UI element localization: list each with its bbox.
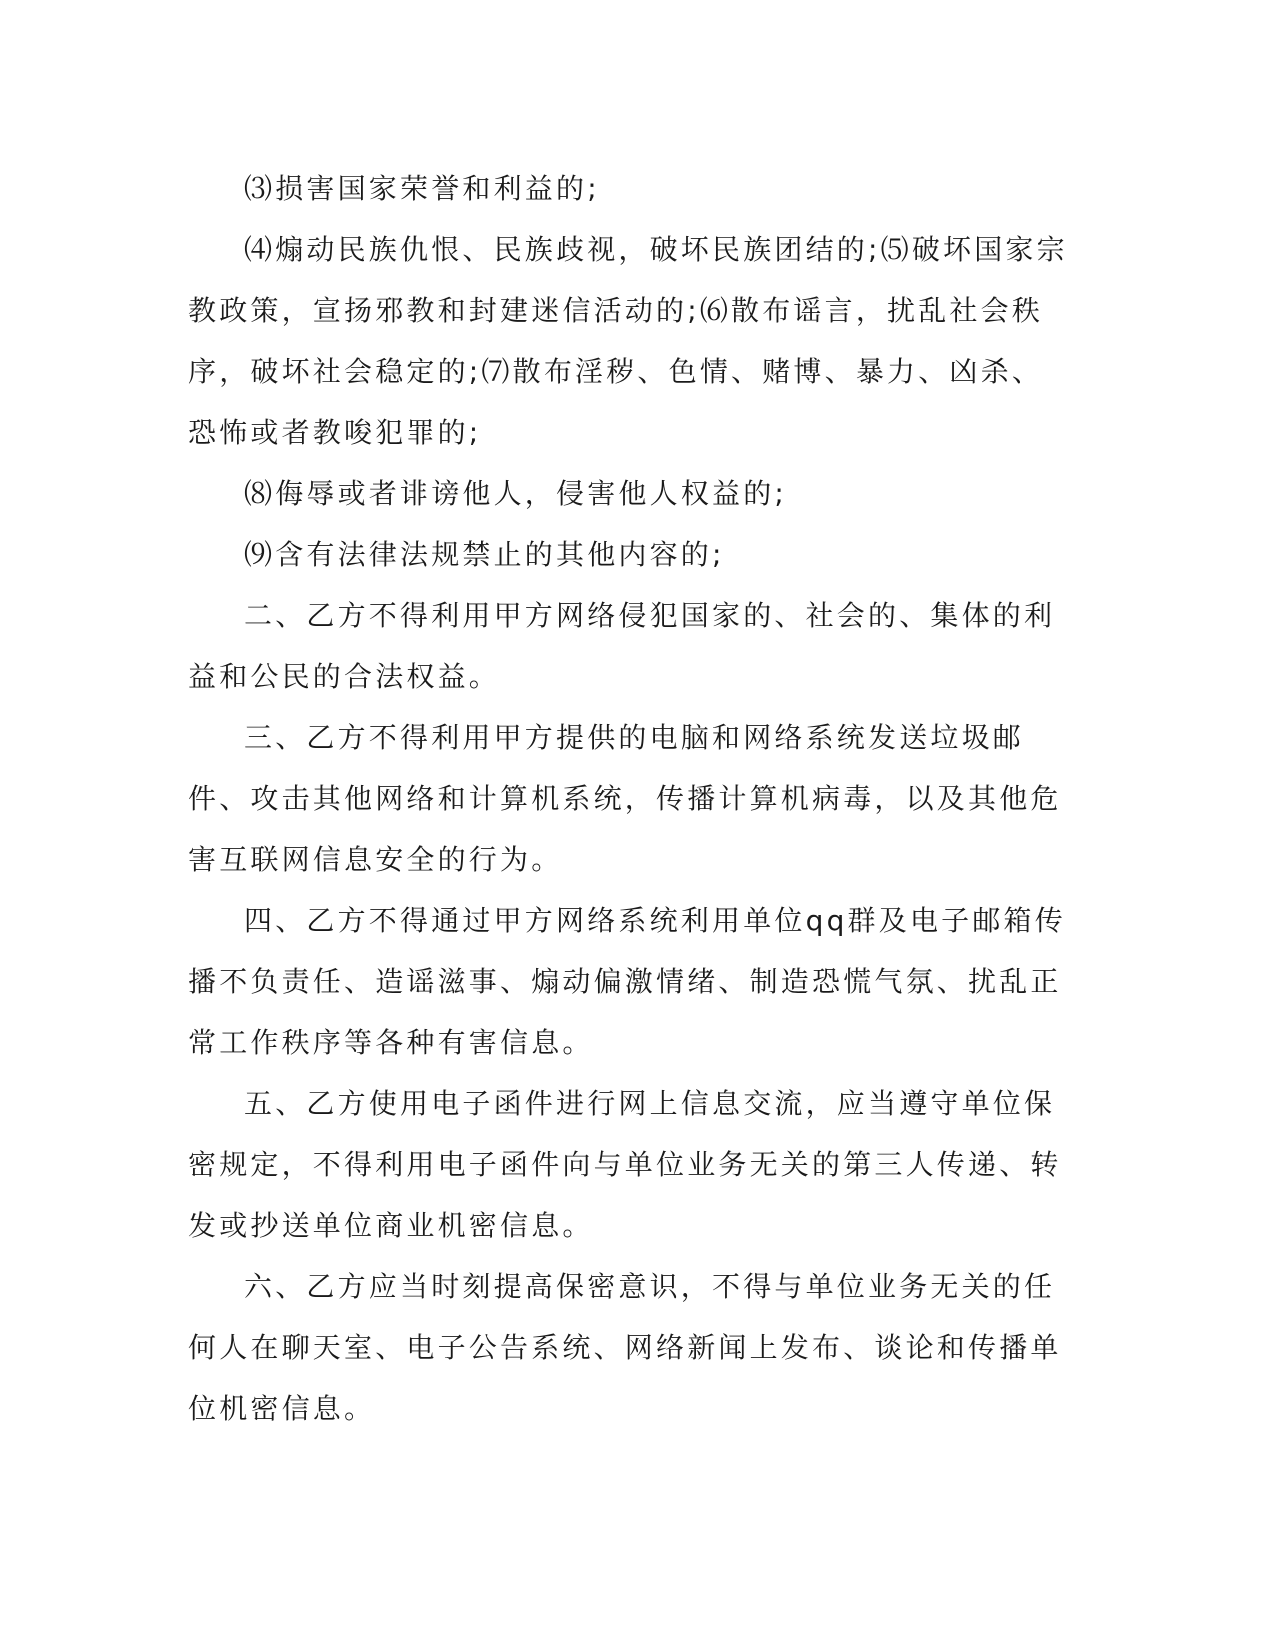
paragraph-item-3: ⑶损害国家荣誉和利益的; (244, 172, 600, 205)
paragraph-clause-2: 二、乙方不得利用甲方网络侵犯国家的、社会的、集体的利益和公民的合法权益。 (188, 599, 1056, 693)
paragraph-clause-6: 六、乙方应当时刻提高保密意识，不得与单位业务无关的任何人在聊天室、电子公告系统、网络新闻上发布、谈论和传播单位机密信息。 (188, 1270, 1062, 1425)
paragraph-items-4-7: ⑷煽动民族仇恨、民族歧视，破坏民族团结的;⑸破坏国家宗教政策，宣扬邪教和封建迷信活动的;⑹散布谣言，扰乱社会秩序，破坏社会稳定的;⑺散布淫秽、色情、赌博、暴力、凶杀、恐怖或者教唆犯罪的; (188, 233, 1068, 449)
paragraph-clause-5: 五、乙方使用电子函件进行网上信息交流，应当遵守单位保密规定，不得利用电子函件向与单位业务无关的第三人传递、转发或抄送单位商业机密信息。 (188, 1087, 1062, 1242)
document-body (188, 158, 1068, 1439)
paragraph-item-8: ⑻侮辱或者诽谤他人，侵害他人权益的; (244, 477, 788, 510)
paragraph-clause-3: 三、乙方不得利用甲方提供的电脑和网络系统发送垃圾邮件、攻击其他网络和计算机系统，传播计算机病毒，以及其他危害互联网信息安全的行为。 (188, 721, 1062, 876)
paragraph-item-9: ⑼含有法律法规禁止的其他内容的; (244, 538, 725, 571)
paragraph-clause-4: 四、乙方不得通过甲方网络系统利用单位qq群及电子邮箱传播不负责任、造谣滋事、煽动偏激情绪、制造恐慌气氛、扰乱正常工作秩序等各种有害信息。 (188, 904, 1066, 1059)
